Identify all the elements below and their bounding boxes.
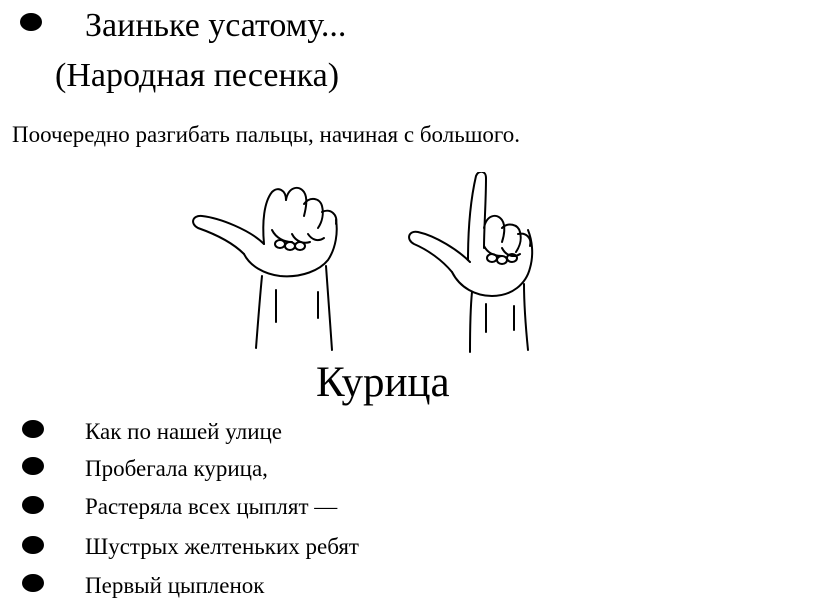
instruction-text: Поочередно разгибать пальцы, начиная с большого. (12, 122, 521, 147)
verse-line: Растеряла всех цыплят — (85, 494, 338, 519)
verse-bullet (22, 574, 44, 592)
verse-bullet (22, 536, 44, 554)
hand-gestures-illustration (180, 172, 560, 354)
page-title: Заиньке усатому... (85, 7, 347, 44)
index-finger-up-hand-icon (409, 172, 532, 352)
title-bullet (20, 13, 42, 31)
verse-line: Первый цыпленок (85, 573, 265, 598)
verse-bullet (22, 496, 44, 514)
verse-bullet (22, 420, 44, 438)
verse-bullet (22, 457, 44, 475)
verse-line: Шустрых желтеньких ребят (85, 534, 359, 559)
fist-thumb-out-hand-icon (193, 188, 337, 350)
verse-line: Как по нашей улице (85, 419, 283, 444)
section-title: Курица (316, 359, 450, 406)
page-subtitle: (Народная песенка) (55, 57, 340, 94)
verse-line: Пробегала курица, (85, 456, 268, 481)
